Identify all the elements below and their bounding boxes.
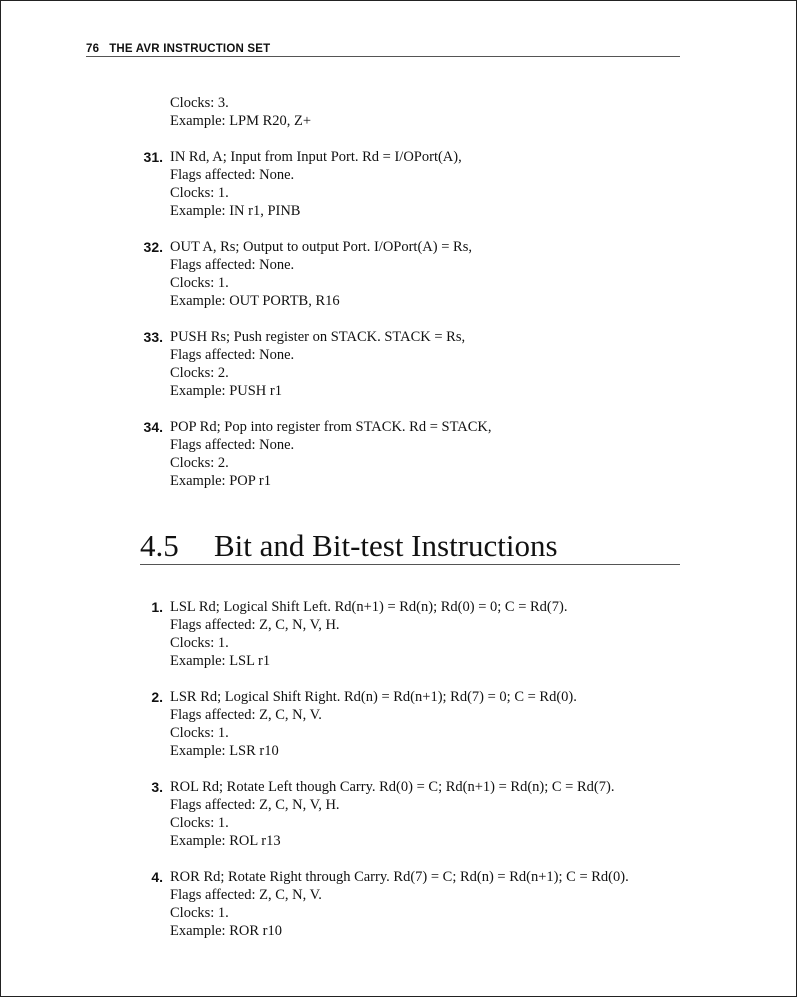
item-clocks: Clocks: 1. bbox=[170, 275, 229, 291]
item-number: 34. bbox=[143, 419, 163, 435]
item-number: 3. bbox=[151, 779, 163, 795]
item-flags: Flags affected: None. bbox=[170, 347, 295, 363]
item-clocks: Clocks: 2. bbox=[170, 365, 229, 381]
item-description: PUSH Rs; Push register on STACK. STACK = Rs, bbox=[170, 329, 466, 345]
item-example: Example: OUT PORTB, R16 bbox=[170, 293, 340, 309]
intro-clocks: Clocks: 3. bbox=[170, 95, 229, 111]
item-flags: Flags affected: None. bbox=[170, 167, 295, 183]
item-example: Example: LSR r10 bbox=[170, 743, 279, 759]
item-description: IN Rd, A; Input from Input Port. Rd = I/OPort(A), bbox=[170, 149, 462, 165]
item-clocks: Clocks: 1. bbox=[170, 905, 229, 921]
item-clocks: Clocks: 1. bbox=[170, 635, 229, 651]
item-description: LSL Rd; Logical Shift Left. Rd(n+1) = Rd(n); Rd(0) = 0; C = Rd(7). bbox=[170, 599, 568, 615]
item-description: POP Rd; Pop into register from STACK. Rd = STACK, bbox=[170, 419, 492, 435]
item-description: LSR Rd; Logical Shift Right. Rd(n) = Rd(n+1); Rd(7) = 0; C = Rd(0). bbox=[170, 689, 577, 705]
item-example: Example: ROL r13 bbox=[170, 833, 281, 849]
item-number: 2. bbox=[151, 689, 163, 705]
intro-example: Example: LPM R20, Z+ bbox=[170, 113, 312, 129]
item-number: 32. bbox=[143, 239, 163, 255]
item-clocks: Clocks: 1. bbox=[170, 815, 229, 831]
item-description: OUT A, Rs; Output to output Port. I/OPort(A) = Rs, bbox=[170, 239, 472, 255]
item-example: Example: PUSH r1 bbox=[170, 383, 282, 399]
page-number: 76 bbox=[86, 43, 100, 55]
section-heading bbox=[140, 528, 680, 565]
item-example: Example: ROR r10 bbox=[170, 923, 282, 939]
item-clocks: Clocks: 1. bbox=[170, 185, 229, 201]
item-description: ROR Rd; Rotate Right through Carry. Rd(7) = C; Rd(n) = Rd(n+1); C = Rd(0). bbox=[170, 869, 629, 885]
item-number: 4. bbox=[151, 869, 163, 885]
running-title: THE AVR INSTRUCTION SET bbox=[109, 43, 271, 55]
item-example: Example: LSL r1 bbox=[170, 653, 271, 669]
item-description: ROL Rd; Rotate Left though Carry. Rd(0) = C; Rd(n+1) = Rd(n); C = Rd(7). bbox=[170, 779, 615, 795]
item-example: Example: IN r1, PINB bbox=[170, 203, 301, 219]
section-title: Bit and Bit-test Instructions bbox=[214, 528, 558, 563]
item-flags: Flags affected: Z, C, N, V, H. bbox=[170, 797, 340, 813]
item-flags: Flags affected: None. bbox=[170, 257, 295, 273]
item-number: 31. bbox=[143, 149, 163, 165]
item-number: 1. bbox=[151, 599, 163, 615]
item-flags: Flags affected: Z, C, N, V, H. bbox=[170, 617, 340, 633]
item-clocks: Clocks: 2. bbox=[170, 455, 229, 471]
item-flags: Flags affected: None. bbox=[170, 437, 295, 453]
item-clocks: Clocks: 1. bbox=[170, 725, 229, 741]
item-flags: Flags affected: Z, C, N, V. bbox=[170, 707, 322, 723]
item-number: 33. bbox=[143, 329, 163, 345]
item-flags: Flags affected: Z, C, N, V. bbox=[170, 887, 322, 903]
running-head bbox=[86, 43, 680, 57]
item-example: Example: POP r1 bbox=[170, 473, 271, 489]
section-number: 4.5 bbox=[140, 528, 179, 563]
